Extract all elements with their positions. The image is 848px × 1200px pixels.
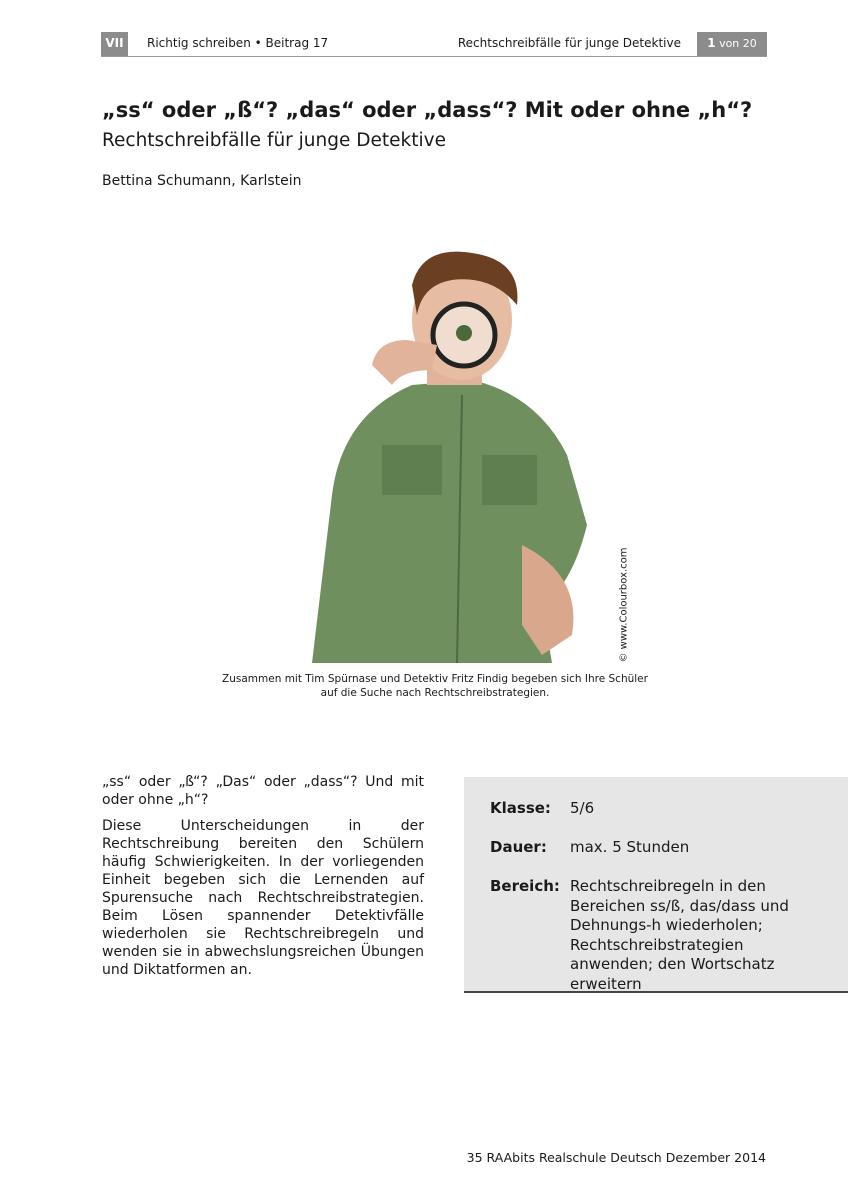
photo-caption: Zusammen mit Tim Spürnase und Detektiv Fritz Findig begeben sich Ihre Schüler auf die Suche nach Rechtschreibstrategien.: [222, 673, 648, 699]
footer: 35 RAAbits Realschule Deutsch Dezember 2014: [466, 1150, 766, 1165]
header-right-title: Rechtschreibfälle für junge Detektive: [457, 36, 681, 50]
header-left-title: Richtig schreiben • Beitrag 17: [147, 36, 329, 50]
section-badge: VII: [101, 32, 128, 56]
page-total: von 20: [719, 37, 757, 50]
page-number: [697, 32, 767, 56]
intro-text: [102, 773, 424, 987]
intro-question: „ss“ oder „ß“? „Das“ oder „dass“? Und mit oder ohne „h“?: [102, 774, 424, 808]
intro-paragraph: Diese Unterscheidungen in der Rechtschreibung bereiten den Schülern häufig Schwierigkeiten. In der vorliegenden Einheit begeben sich die Lernenden auf Spurensuche nach Rechtschreibstrategien. Beim Lösen spannender Detektivfälle wiederholen sie Rechtschreibregeln und wenden sie in abwechslungsreichen Übungen und Diktatformen an.: [102, 818, 424, 978]
info-box: Klasse: 5/6 Dauer: max. 5 Stunden Bereich: Rechtschreibregeln in den Bereichen ss/ß, das/dass und Dehnungs-h wiederholen; Rechtschreibstrategien anwenden; den Wortschatz erweitern: [464, 777, 848, 993]
page-current: 1: [707, 36, 716, 50]
boy-with-magnifier-photo: [272, 245, 616, 663]
author: Bettina Schumann, Karlstein: [102, 173, 302, 189]
photo-credit: © www.Colourbox.com: [618, 547, 630, 663]
page-subtitle: Rechtschreibfälle für junge Detektive: [102, 130, 446, 151]
page-title: „ss“ oder „ß“? „das“ oder „dass“? Mit oder ohne „h“?: [102, 98, 753, 122]
running-header: [101, 32, 767, 57]
